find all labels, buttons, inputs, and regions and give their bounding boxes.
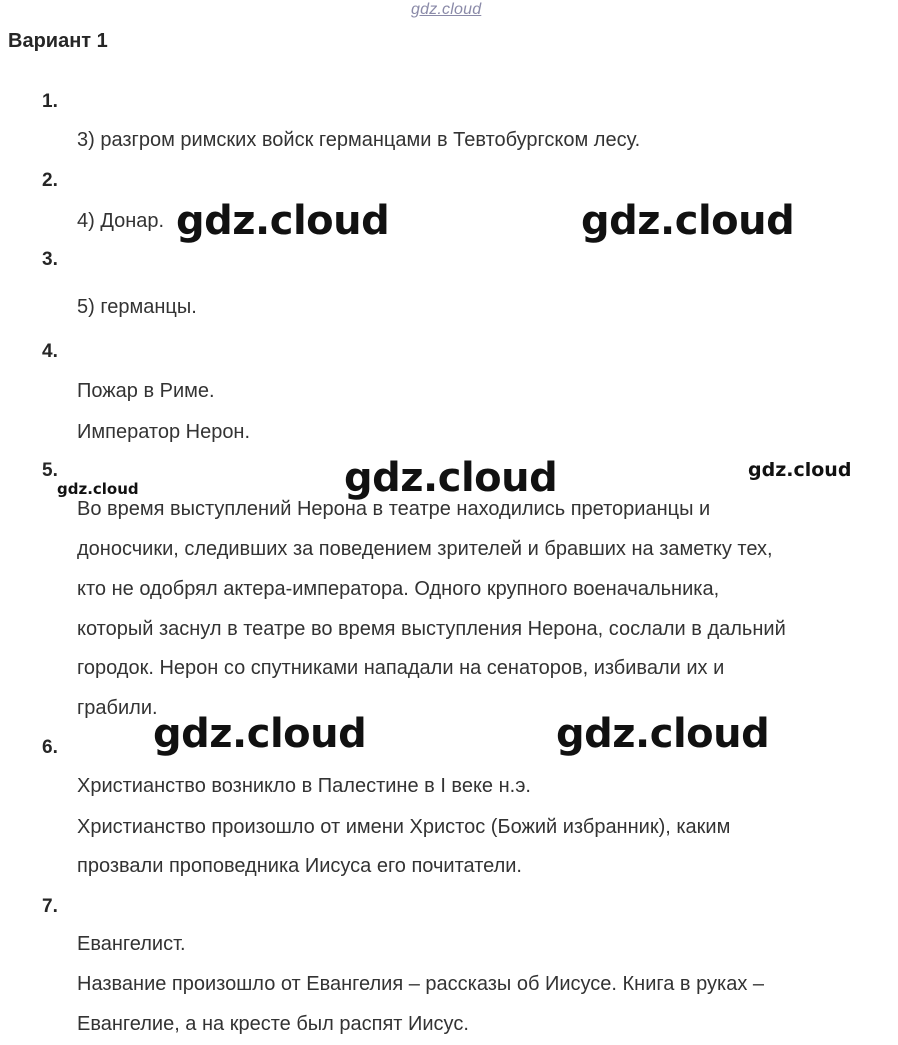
answer-5-line-2: доносчики, следивших за поведением зрителей и бравших на заметку тех, <box>77 538 773 560</box>
answer-4-line-1: Пожар в Риме. <box>77 380 215 402</box>
watermark-overlay: gdz.cloud <box>581 198 795 244</box>
answer-2-line-1: 4) Донар. <box>77 210 165 232</box>
answer-2-number: 2. <box>42 170 58 191</box>
answer-3-number: 3. <box>42 249 58 270</box>
answer-3-line-1: 5) германцы. <box>77 296 197 318</box>
watermark-overlay: gdz.cloud <box>57 480 139 498</box>
answer-7-line-1: Евангелист. <box>77 933 186 955</box>
answer-5-line-4: который заснул в театре во время выступления Нерона, сослали в дальний <box>77 618 786 640</box>
answer-5-number: 5. <box>42 460 58 481</box>
answer-5-line-1: Во время выступлений Нерона в театре находились преторианцы и <box>77 498 711 520</box>
watermark-overlay: gdz.cloud <box>344 455 558 501</box>
answer-5-line-5: городок. Нерон со спутниками нападали на сенаторов, избивали их и <box>77 657 725 679</box>
watermark-overlay: gdz.cloud <box>153 711 367 757</box>
answer-7-line-3: Евангелие, а на кресте был распят Иисус. <box>77 1013 469 1035</box>
page-title: Вариант 1 <box>8 30 108 52</box>
answer-7-line-2: Название произошло от Евангелия – рассказы об Иисусе. Книга в руках – <box>77 973 765 995</box>
watermark-overlay: gdz.cloud <box>176 198 390 244</box>
answer-6-line-1: Христианство возникло в Палестине в I веке н.э. <box>77 775 531 797</box>
header-watermark-link[interactable]: gdz.cloud <box>411 1 482 18</box>
answer-5-line-6: грабили. <box>77 697 158 719</box>
answer-5-line-3: кто не одобрял актера-императора. Одного крупного военачальника, <box>77 578 720 600</box>
answer-1-number: 1. <box>42 91 58 112</box>
answer-6-number: 6. <box>42 737 58 758</box>
answer-7-number: 7. <box>42 896 58 917</box>
answer-6-line-2: Христианство произошло от имени Христос (Божий избранник), каким <box>77 816 731 838</box>
watermark-overlay: gdz.cloud <box>556 711 770 757</box>
answer-4-number: 4. <box>42 341 58 362</box>
answer-6-line-3: прозвали проповедника Иисуса его почитатели. <box>77 855 522 877</box>
watermark-overlay: gdz.cloud <box>748 459 852 481</box>
answer-1-line-1: 3) разгром римских войск германцами в Тевтобургском лесу. <box>77 129 641 151</box>
answer-4-line-2: Император Нерон. <box>77 421 251 443</box>
